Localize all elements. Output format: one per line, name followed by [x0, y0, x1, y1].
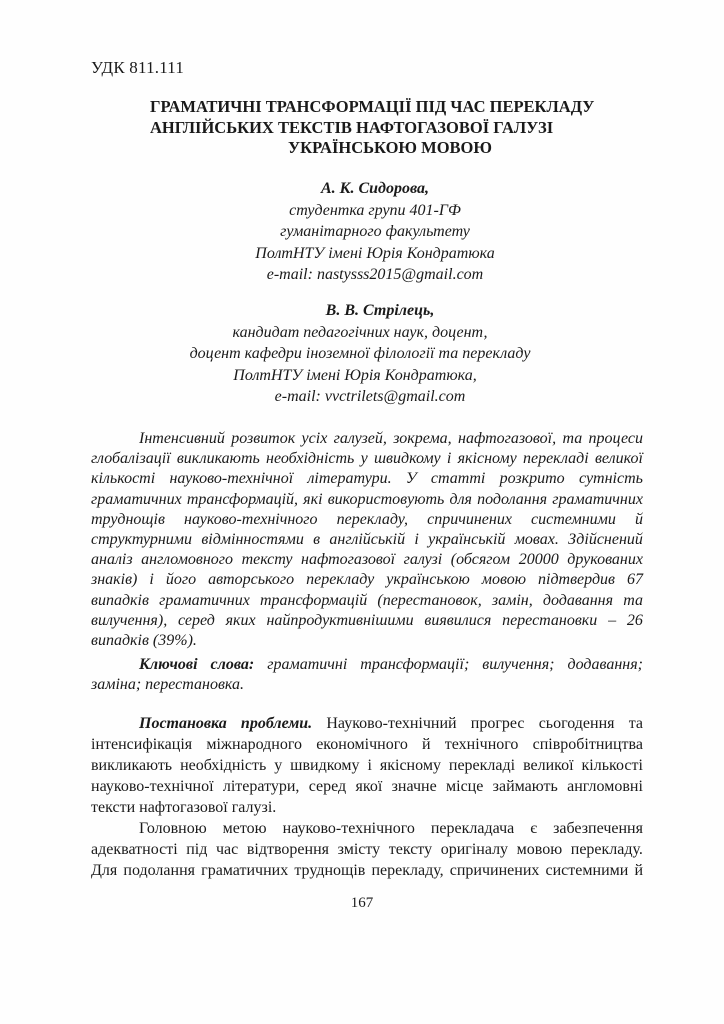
author-block-1	[140, 178, 610, 286]
title-line: ГРАМАТИЧНІ ТРАНСФОРМАЦІЇ ПІД ЧАС ПЕРЕКЛАДУ	[150, 97, 595, 116]
paper-title	[150, 97, 630, 159]
abstract-line: Інтенсивний розвиток усіх галузей, зокрема, нафтогазової, та процеси	[139, 430, 643, 447]
title-line: АНГЛІЙСЬКИХ ТЕКСТІВ НАФТОГАЗОВОЇ ГАЛУЗІ	[150, 117, 554, 137]
author-name: А. К. Сидорова,	[320, 180, 430, 197]
keywords-line: заміна; перестановка.	[91, 676, 244, 694]
abstract-line: труднощів науково-технічного перекладу, спричинених системними й	[91, 510, 643, 528]
udk-code: УДК 811.111	[91, 58, 185, 77]
body-line: інтенсифікація міжнародного економічного й технічного співробітництва	[91, 736, 643, 753]
author-affiliation: гуманітарного факультету	[280, 223, 470, 241]
author-name: В. В. Стрілець,	[325, 302, 435, 319]
body-line: викликають необхідність у швидкому і якісному перекладі великої кількості	[91, 757, 643, 774]
body-line: Для подолання граматичних труднощів перекладу, спричинених системними й	[91, 862, 643, 879]
body-line: Постановка проблеми. Науково-технічний прогрес сьогодення та	[139, 715, 643, 732]
abstract-line: кількості науково-технічної літератури. У статті розкрито сутність	[91, 470, 643, 488]
page-number: 167	[350, 895, 374, 911]
author-block-2	[140, 300, 610, 408]
keywords	[91, 655, 643, 695]
abstract-line: граматичних трансформацій, які використовують для подолання граматичних	[91, 490, 643, 508]
body-line: адекватності під час відтворення змісту тексту оригіналу мовою перекладу.	[91, 841, 643, 858]
author-affiliation: студентка групи 401-ГФ	[289, 201, 461, 219]
abstract-line: вилучення), серед яких найпродуктивнішими виявилися перестановки – 26	[91, 611, 643, 629]
author-affiliation: доцент кафедри іноземної філології та перекладу	[189, 345, 531, 363]
author-affiliation: ПолтНТУ імені Юрія Кондратюка	[255, 244, 495, 262]
abstract-line: випадків (39%).	[91, 631, 197, 649]
body-line: Головною метою науково-технічного перекладача є забезпечення	[139, 820, 643, 837]
body-line: тексти нафтогазової галузі.	[91, 799, 277, 816]
author-affiliation: ПолтНТУ імені Юрія Кондратюка,	[233, 366, 477, 384]
author-email: e-mail: vvctrilets@gmail.com	[274, 388, 466, 406]
abstract	[91, 429, 643, 651]
abstract-line: аналіз англомовного тексту нафтогазової галузі (обсягом 20000 друкованих	[91, 551, 643, 569]
abstract-line: структурними відмінностями в англійській і українській мовах. Здійснений	[91, 530, 643, 548]
body-paragraph-1	[91, 713, 643, 818]
author-email: e-mail: nastysss2015@gmail.com	[266, 266, 484, 284]
author-affiliation: кандидат педагогічних наук, доцент,	[232, 323, 488, 341]
body-line: науково-технічної літератури, серед якої значне місце займають англомовні	[91, 778, 643, 795]
title-line: УКРАЇНСЬКОЮ МОВОЮ	[288, 138, 492, 157]
abstract-line: випадків граматичних трансформацій (перестановок, замін, додавання та	[91, 591, 643, 609]
abstract-line: знаків) і його авторського перекладу українською мовою підтвердив 67	[91, 571, 643, 589]
body-paragraph-2	[91, 818, 643, 881]
abstract-line: глобалізації викликають необхідність у швидкому і якісному перекладі великої	[91, 450, 643, 468]
keywords-line: Ключові слова: граматичні трансформації; вилучення; додавання;	[139, 656, 643, 673]
